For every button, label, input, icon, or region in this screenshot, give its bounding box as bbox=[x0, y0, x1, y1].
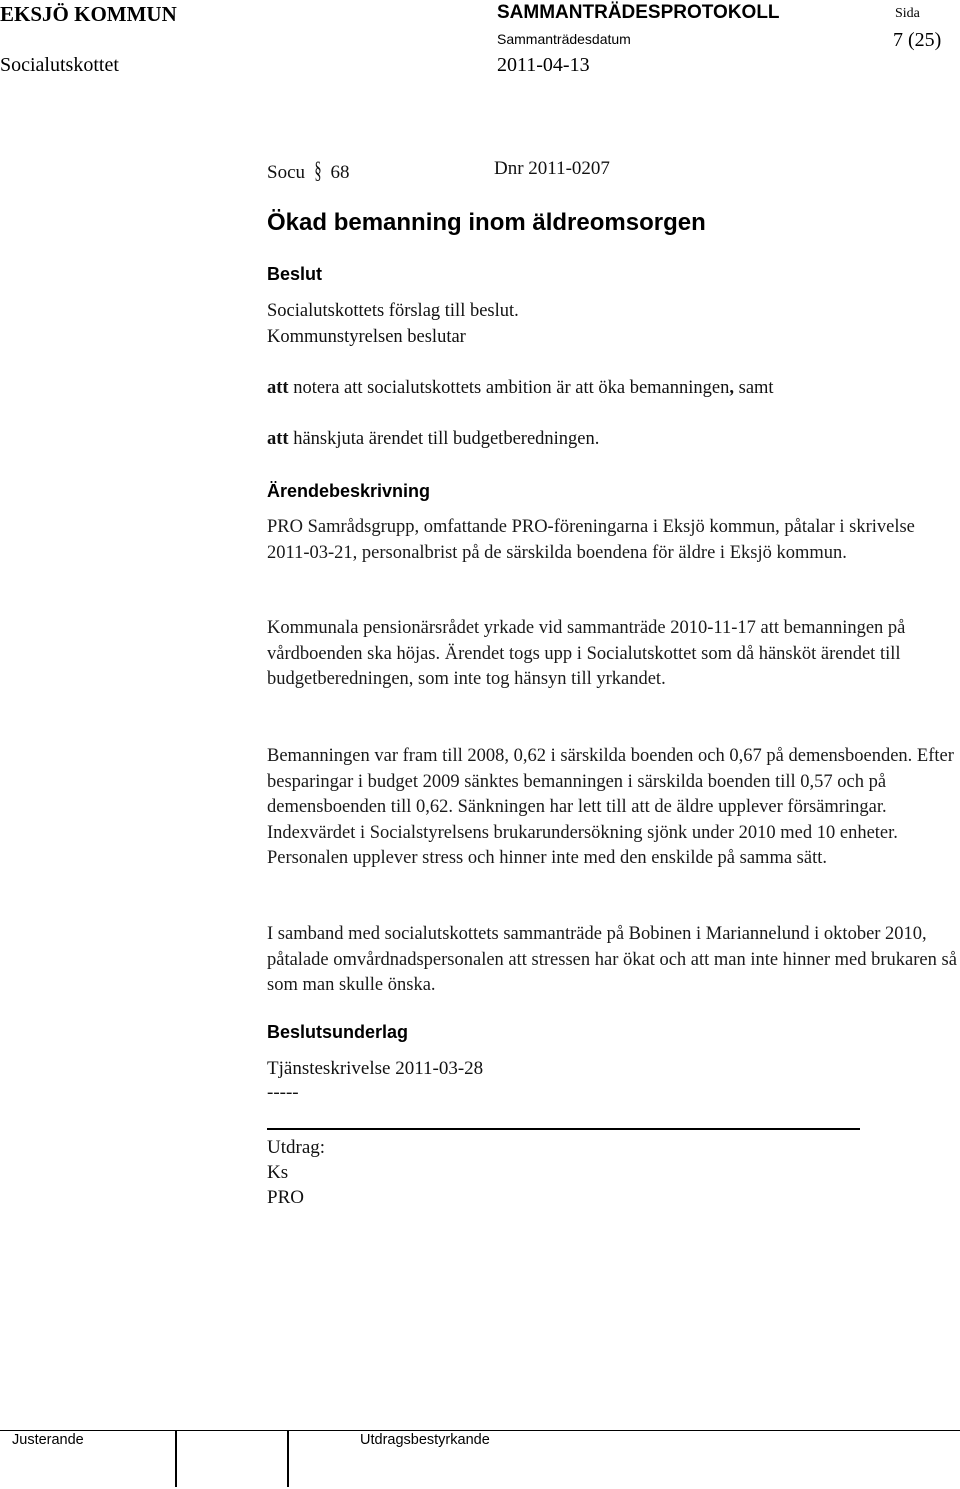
divider-line bbox=[267, 1128, 860, 1130]
committee-name: Socialutskottet bbox=[0, 54, 119, 76]
signature-box-divider bbox=[175, 1430, 177, 1487]
att-keyword: att bbox=[267, 378, 289, 398]
beslut-line-1: Socialutskottets förslag till beslut. bbox=[267, 301, 519, 321]
beslut-item-1-end: samt bbox=[734, 378, 774, 398]
arende-paragraph-1: PRO Samrådsgrupp, omfattande PRO-föreningarna i Eksjö kommun, påtalar i skrivelse 2011-03-21, personalbrist på de särskilda boendena för äldre i Eksjö kommun. bbox=[267, 517, 915, 563]
document-type: SAMMANTRÄDESPROTOKOLL bbox=[497, 2, 780, 23]
beslut-heading: Beslut bbox=[267, 264, 323, 284]
municipality-name: EKSJÖ KOMMUN bbox=[0, 2, 177, 26]
beslut-item-2 bbox=[267, 429, 599, 450]
signature-box-divider bbox=[287, 1430, 289, 1487]
utdrag-recipient: PRO bbox=[267, 1187, 304, 1208]
beslut-item-1-comma: , bbox=[729, 378, 734, 398]
dnr-reference: Dnr 2011-0207 bbox=[494, 158, 610, 179]
page-number: 7 (25) bbox=[893, 29, 942, 51]
beslut-item-1 bbox=[267, 378, 774, 399]
beslutsunderlag-item: Tjänsteskrivelse 2011-03-28 bbox=[267, 1058, 484, 1079]
arendebeskrivning-heading: Ärendebeskrivning bbox=[267, 481, 431, 501]
arende-paragraph-2: Kommunala pensionärsrådet yrkade vid sammanträde 2010-11-17 att bemanningen på vårdboenden ska höjas. Ärendet togs upp i Socialutskottet som då hänsköt ärendet till budgetberedningen, som inte tog hänsyn till yrkandet. bbox=[267, 618, 906, 689]
arende-paragraph-4: I samband med socialutskottets sammanträde på Bobinen i Mariannelund i oktober 2010, påtalade omvårdnadspersonalen att stressen har ökat och att man inte hinner med brukaren så som man skulle önska. bbox=[267, 924, 957, 995]
beslut-line-2: Kommunstyrelsen beslutar bbox=[267, 327, 466, 347]
page-title: Ökad bemanning inom äldreomsorgen bbox=[267, 209, 706, 236]
justerande-label: Justerande bbox=[12, 1432, 84, 1448]
arende-paragraph-3: Bemanningen var fram till 2008, 0,62 i särskilda boenden och 0,67 på demensboenden. Efter besparingar i budget 2009 sänktes bemanningen i särskilda boenden till 0,57 och på demensboenden till 0,62. Sänkningen har lett till att de äldre upplever försämringar. Indexvärdet i Socialstyrelsens brukarundersökning sjönk under 2010 med 10 enheter. Personalen upplever stress och hinner inte med den enskilde på samma sätt. bbox=[267, 746, 954, 868]
utdragsbestyrkande-label: Utdragsbestyrkande bbox=[360, 1432, 490, 1448]
utdrag-label: Utdrag: bbox=[267, 1137, 326, 1158]
beslut-item-2-text: hänskjuta ärendet till budgetberedningen. bbox=[288, 429, 600, 449]
att-keyword: att bbox=[267, 429, 289, 449]
section-prefix: Socu bbox=[267, 162, 305, 183]
section-symbol: § bbox=[314, 158, 322, 184]
section-number: 68 bbox=[330, 162, 350, 183]
meeting-date: 2011-04-13 bbox=[497, 54, 590, 76]
beslutsunderlag-heading: Beslutsunderlag bbox=[267, 1022, 409, 1042]
utdrag-recipient: Ks bbox=[267, 1162, 289, 1183]
section-reference bbox=[267, 158, 350, 185]
meeting-date-label: Sammanträdesdatum bbox=[497, 31, 631, 47]
footer-rule bbox=[0, 1430, 960, 1431]
page-label: Sida bbox=[895, 6, 920, 21]
separator-dashes: ----- bbox=[267, 1082, 299, 1103]
beslut-item-1-text: notera att socialutskottets ambition är att öka bemanningen bbox=[288, 378, 730, 398]
